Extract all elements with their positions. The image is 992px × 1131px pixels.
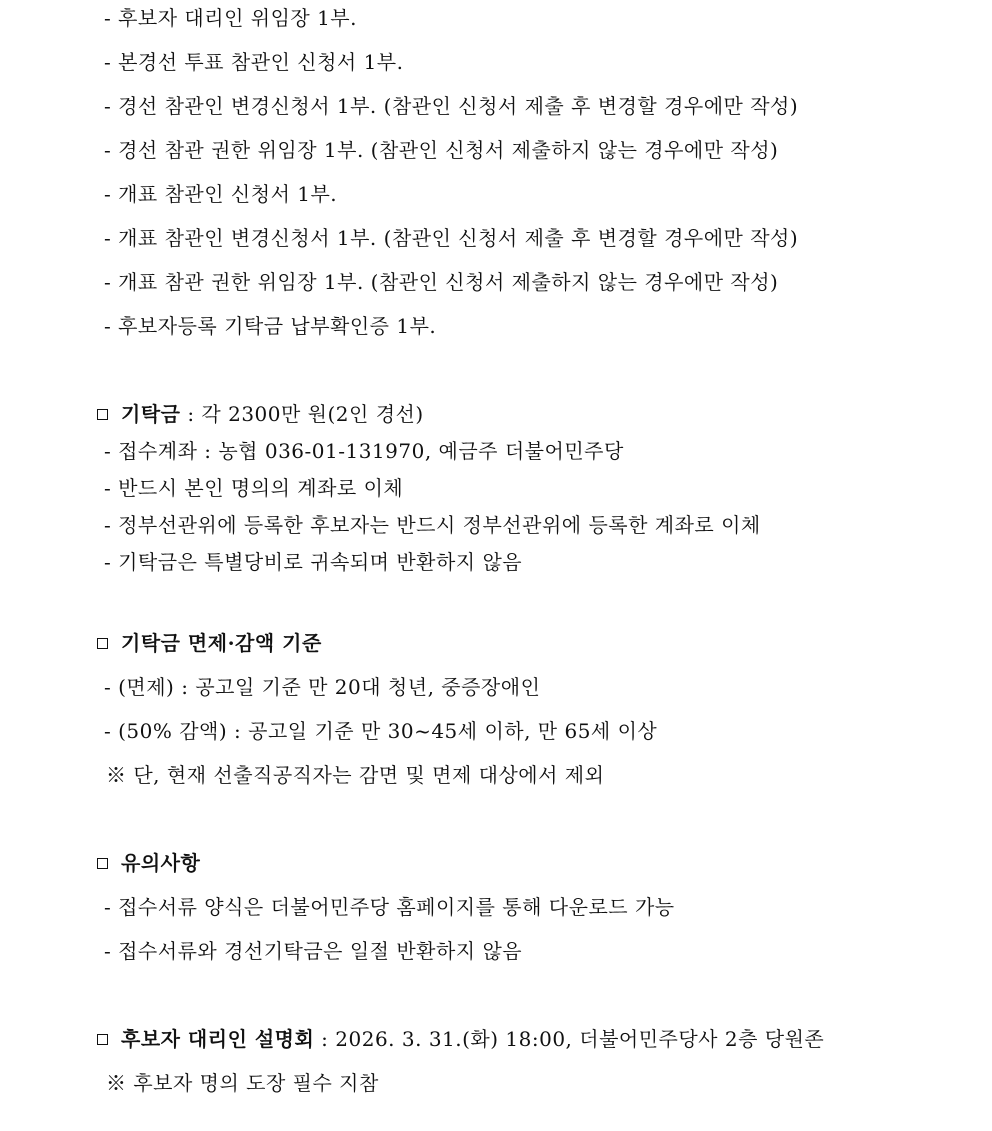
- briefing-note: ※ 후보자 명의 도장 필수 지참: [106, 1071, 379, 1095]
- checkbox-bullet-icon: [97, 858, 108, 869]
- required-doc-item: - 경선 참관인 변경신청서 1부. (참관인 신청서 제출 후 변경할 경우에만 작성): [104, 94, 799, 118]
- required-doc-item: - 개표 참관인 변경신청서 1부. (참관인 신청서 제출 후 변경할 경우에만 작성): [104, 226, 799, 250]
- briefing-detail: : 2026. 3. 31.(화) 18:00, 더불어민주당사 2층 당원존: [314, 1027, 825, 1051]
- checkbox-bullet-icon: [97, 638, 108, 649]
- exemption-item: - (면제) : 공고일 기준 만 20대 청년, 중증장애인: [104, 675, 541, 699]
- deposit-heading: [97, 401, 424, 427]
- deposit-title: 기탁금: [121, 402, 181, 426]
- deposit-item: - 반드시 본인 명의의 계좌로 이체: [104, 476, 404, 500]
- notice-item: - 접수서류와 경선기탁금은 일절 반환하지 않음: [104, 939, 523, 963]
- checkbox-bullet-icon: [97, 1034, 108, 1045]
- exemption-note: ※ 단, 현재 선출직공직자는 감면 및 면제 대상에서 제외: [106, 763, 605, 787]
- deposit-item: - 접수계좌 : 농협 036-01-131970, 예금주 더불어민주당: [104, 439, 624, 463]
- required-doc-item: - 후보자등록 기탁금 납부확인증 1부.: [104, 314, 437, 338]
- required-doc-item: - 개표 참관 권한 위임장 1부. (참관인 신청서 제출하지 않는 경우에만 작성): [104, 270, 779, 294]
- required-doc-item: - 개표 참관인 신청서 1부.: [104, 182, 338, 206]
- notice-item: - 접수서류 양식은 더불어민주당 홈페이지를 통해 다운로드 가능: [104, 895, 675, 919]
- deposit-item: - 기탁금은 특별당비로 귀속되며 반환하지 않음: [104, 550, 523, 574]
- briefing-heading: [97, 1026, 824, 1052]
- exemption-title: 기탁금 면제·감액 기준: [121, 631, 322, 655]
- exemption-heading: [97, 630, 322, 656]
- notice-heading: [97, 850, 200, 876]
- required-doc-item: - 후보자 대리인 위임장 1부.: [104, 6, 357, 30]
- deposit-detail: : 각 2300만 원(2인 경선): [180, 402, 424, 426]
- exemption-item: - (50% 감액) : 공고일 기준 만 30~45세 이하, 만 65세 이상: [104, 719, 658, 743]
- checkbox-bullet-icon: [97, 409, 108, 420]
- deposit-item: - 정부선관위에 등록한 후보자는 반드시 정부선관위에 등록한 계좌로 이체: [104, 513, 761, 537]
- required-doc-item: - 경선 참관 권한 위임장 1부. (참관인 신청서 제출하지 않는 경우에만 작성): [104, 138, 779, 162]
- briefing-title: 후보자 대리인 설명회: [121, 1027, 315, 1051]
- notice-title: 유의사항: [121, 851, 201, 875]
- required-doc-item: - 본경선 투표 참관인 신청서 1부.: [104, 50, 404, 74]
